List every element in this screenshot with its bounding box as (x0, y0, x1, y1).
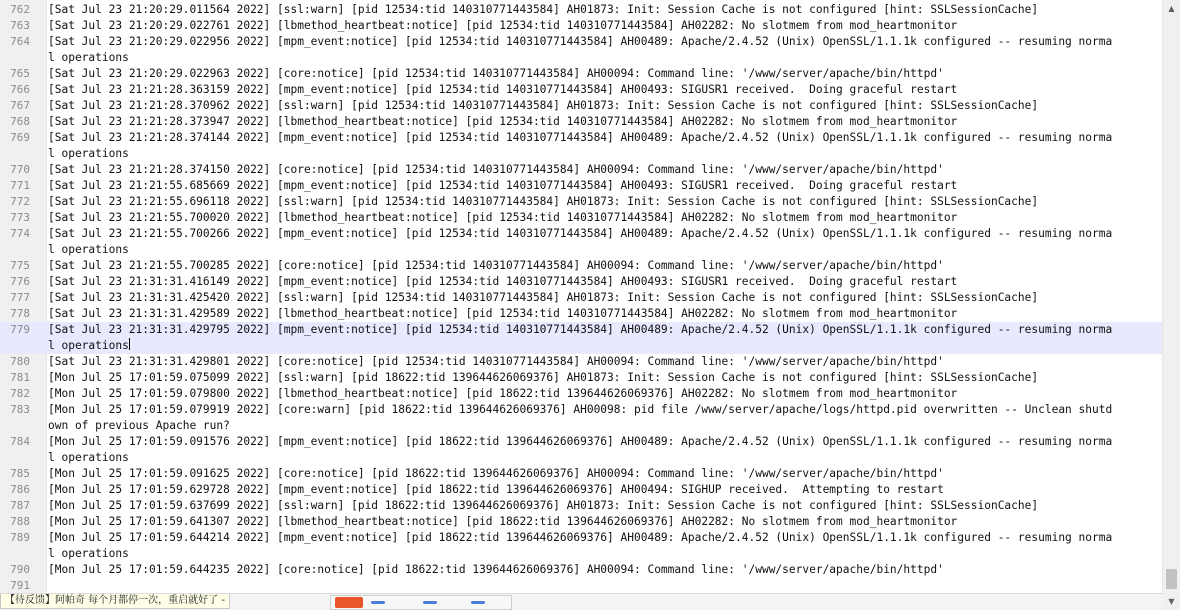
log-lines[interactable] (0, 2, 1163, 592)
log-line-text[interactable]: [Sat Jul 23 21:21:55.700020 2022] [lbmethod_heartbeat:notice] [pid 12534:tid 140310771443584] AH02282: No slotmem from mod_heartmonitor (48, 211, 958, 224)
line-number: 764 (10, 35, 30, 48)
log-line[interactable] (0, 210, 1163, 226)
scroll-up-button[interactable] (1163, 0, 1180, 17)
log-line[interactable] (0, 354, 1163, 370)
log-line[interactable] (0, 258, 1163, 274)
line-number: 773 (10, 211, 30, 224)
log-line[interactable] (0, 402, 1163, 434)
app-logo-icon (335, 597, 363, 608)
line-number: 768 (10, 115, 30, 128)
log-line[interactable] (0, 66, 1163, 82)
log-line-text[interactable]: [Mon Jul 25 17:01:59.637699 2022] [ssl:warn] [pid 18622:tid 139644626069376] AH01873: Init: Session Cache is not configured [hint: SSLSessionCache] (48, 499, 1039, 512)
tab-indicator-icon (423, 601, 437, 604)
log-line[interactable] (0, 194, 1163, 210)
log-line[interactable] (0, 514, 1163, 530)
text-caret (129, 338, 130, 350)
log-line[interactable] (0, 498, 1163, 514)
line-number: 778 (10, 307, 30, 320)
log-line-text[interactable]: [Sat Jul 23 21:21:28.374150 2022] [core:notice] [pid 12534:tid 140310771443584] AH00094: Command line: '/www/server/apache/bin/httpd' (48, 163, 944, 176)
log-line-text[interactable]: [Sat Jul 23 21:21:55.700285 2022] [core:notice] [pid 12534:tid 140310771443584] AH00094: Command line: '/www/server/apache/bin/httpd' (48, 259, 944, 272)
log-line[interactable] (0, 162, 1163, 178)
line-number: 766 (10, 83, 30, 96)
log-line[interactable] (0, 274, 1163, 290)
log-line-text[interactable]: [Sat Jul 23 21:31:31.425420 2022] [ssl:warn] [pid 12534:tid 140310771443584] AH01873: Init: Session Cache is not configured [hint: SSLSessionCache] (48, 291, 1039, 304)
tab-indicator-icon (371, 601, 385, 604)
log-line[interactable] (0, 306, 1163, 322)
taskbar-tab[interactable] (330, 595, 512, 610)
log-line-text[interactable]: [Mon Jul 25 17:01:59.644214 2022] [mpm_event:notice] [pid 18622:tid 139644626069376] AH00489: Apache/2.4.52 (Unix) OpenSSL/1.1.1k configured -- resuming normal operations (48, 531, 1113, 560)
log-line[interactable] (0, 82, 1163, 98)
log-line-text[interactable]: [Sat Jul 23 21:31:31.429795 2022] [mpm_event:notice] [pid 12534:tid 140310771443584] AH00489: Apache/2.4.52 (Unix) OpenSSL/1.1.1k configured -- resuming normal operations (48, 323, 1113, 352)
log-line-text[interactable]: [Mon Jul 25 17:01:59.091576 2022] [mpm_event:notice] [pid 18622:tid 139644626069376] AH00489: Apache/2.4.52 (Unix) OpenSSL/1.1.1k configured -- resuming normal operations (48, 435, 1113, 464)
log-line[interactable] (0, 114, 1163, 130)
log-line-text[interactable]: [Sat Jul 23 21:31:31.429589 2022] [lbmethod_heartbeat:notice] [pid 12534:tid 140310771443584] AH02282: No slotmem from mod_heartmonitor (48, 307, 958, 320)
log-line-text[interactable]: [Sat Jul 23 21:21:55.700266 2022] [mpm_event:notice] [pid 12534:tid 140310771443584] AH00489: Apache/2.4.52 (Unix) OpenSSL/1.1.1k configured -- resuming normal operations (48, 227, 1113, 256)
line-number: 787 (10, 499, 30, 512)
arrow-down-icon: ▼ (1168, 597, 1175, 606)
log-line[interactable] (0, 18, 1163, 34)
line-number: 783 (10, 403, 30, 416)
vertical-scrollbar[interactable] (1162, 0, 1180, 610)
log-line-text[interactable]: [Sat Jul 23 21:20:29.022761 2022] [lbmethod_heartbeat:notice] [pid 12534:tid 140310771443584] AH02282: No slotmem from mod_heartmonitor (48, 19, 958, 32)
line-number: 775 (10, 259, 30, 272)
log-line-text[interactable]: [Sat Jul 23 21:20:29.011564 2022] [ssl:warn] [pid 12534:tid 140310771443584] AH01873: Init: Session Cache is not configured [hint: SSLSessionCache] (48, 3, 1039, 16)
log-line-text[interactable]: [Mon Jul 25 17:01:59.079800 2022] [lbmethod_heartbeat:notice] [pid 18622:tid 139644626069376] AH02282: No slotmem from mod_heartmonitor (48, 387, 958, 400)
log-line[interactable] (0, 34, 1163, 66)
line-number: 789 (10, 531, 30, 544)
log-line[interactable] (0, 2, 1163, 18)
notice-tooltip[interactable]: 【待反馈】阿帕奇 每个月都停一次，重启就好了 - (0, 594, 230, 609)
log-line[interactable] (0, 482, 1163, 498)
log-line-text[interactable]: [Sat Jul 23 21:21:28.370962 2022] [ssl:warn] [pid 12534:tid 140310771443584] AH01873: Init: Session Cache is not configured [hint: SSLSessionCache] (48, 99, 1039, 112)
line-number: 786 (10, 483, 30, 496)
line-number: 770 (10, 163, 30, 176)
line-number: 781 (10, 371, 30, 384)
log-line-text[interactable]: [Sat Jul 23 21:20:29.022956 2022] [mpm_event:notice] [pid 12534:tid 140310771443584] AH00489: Apache/2.4.52 (Unix) OpenSSL/1.1.1k configured -- resuming normal operations (48, 35, 1113, 64)
log-line-text[interactable]: [Mon Jul 25 17:01:59.079919 2022] [core:warn] [pid 18622:tid 139644626069376] AH00098: pid file /www/server/apache/logs/httpd.pid overwritten -- Unclean shutdown of previous Apache run? (48, 403, 1113, 432)
scroll-down-button[interactable] (1163, 593, 1180, 610)
log-line-text[interactable]: [Sat Jul 23 21:20:29.022963 2022] [core:notice] [pid 12534:tid 140310771443584] AH00094: Command line: '/www/server/apache/bin/httpd' (48, 67, 944, 80)
arrow-up-icon: ▲ (1168, 4, 1175, 13)
line-number: 790 (10, 563, 30, 576)
log-line-text[interactable]: [Mon Jul 25 17:01:59.075099 2022] [ssl:warn] [pid 18622:tid 139644626069376] AH01873: Init: Session Cache is not configured [hint: SSLSessionCache] (48, 371, 1039, 384)
line-number: 769 (10, 131, 30, 144)
log-line[interactable] (0, 434, 1163, 466)
log-line[interactable] (0, 322, 1163, 354)
line-number: 791 (10, 579, 30, 592)
line-number: 776 (10, 275, 30, 288)
tab-indicator-icon (471, 601, 485, 604)
log-line-text[interactable]: [Mon Jul 25 17:01:59.641307 2022] [lbmethod_heartbeat:notice] [pid 18622:tid 139644626069376] AH02282: No slotmem from mod_heartmonitor (48, 515, 958, 528)
line-number: 780 (10, 355, 30, 368)
log-line[interactable] (0, 370, 1163, 386)
line-number: 779 (10, 323, 30, 336)
log-line[interactable] (0, 290, 1163, 306)
scroll-thumb[interactable] (1166, 569, 1177, 589)
log-line[interactable] (0, 530, 1163, 562)
log-line[interactable] (0, 130, 1163, 162)
log-line[interactable] (0, 386, 1163, 402)
line-number: 782 (10, 387, 30, 400)
line-number: 762 (10, 3, 30, 16)
log-line-text[interactable]: [Mon Jul 25 17:01:59.091625 2022] [core:notice] [pid 18622:tid 139644626069376] AH00094: Command line: '/www/server/apache/bin/httpd' (48, 467, 944, 480)
log-line-text[interactable]: [Sat Jul 23 21:31:31.429801 2022] [core:notice] [pid 12534:tid 140310771443584] AH00094: Command line: '/www/server/apache/bin/httpd' (48, 355, 944, 368)
line-number: 772 (10, 195, 30, 208)
line-number: 777 (10, 291, 30, 304)
line-number: 763 (10, 19, 30, 32)
bottom-bar (0, 593, 1163, 610)
log-line[interactable] (0, 98, 1163, 114)
line-number: 765 (10, 67, 30, 80)
line-number: 774 (10, 227, 30, 240)
line-number: 771 (10, 179, 30, 192)
log-line[interactable] (0, 178, 1163, 194)
log-line-text[interactable]: [Sat Jul 23 21:21:28.363159 2022] [mpm_event:notice] [pid 12534:tid 140310771443584] AH00493: SIGUSR1 received. Doing graceful restart (48, 83, 958, 96)
line-number: 767 (10, 99, 30, 112)
log-line-text[interactable]: [Sat Jul 23 21:31:31.416149 2022] [mpm_event:notice] [pid 12534:tid 140310771443584] AH00493: SIGUSR1 received. Doing graceful restart (48, 275, 958, 288)
log-line-text[interactable]: [Mon Jul 25 17:01:59.629728 2022] [mpm_event:notice] [pid 18622:tid 139644626069376] AH00494: SIGHUP received. Attempting to restart (48, 483, 944, 496)
line-number: 785 (10, 467, 30, 480)
log-line-text[interactable]: [Sat Jul 23 21:21:28.373947 2022] [lbmethod_heartbeat:notice] [pid 12534:tid 140310771443584] AH02282: No slotmem from mod_heartmonitor (48, 115, 958, 128)
log-line-text[interactable]: [Sat Jul 23 21:21:55.696118 2022] [ssl:warn] [pid 12534:tid 140310771443584] AH01873: Init: Session Cache is not configured [hint: SSLSessionCache] (48, 195, 1039, 208)
log-line-text[interactable]: [Sat Jul 23 21:21:55.685669 2022] [mpm_event:notice] [pid 12534:tid 140310771443584] AH00493: SIGUSR1 received. Doing graceful restart (48, 179, 958, 192)
log-line[interactable] (0, 466, 1163, 482)
log-line-text[interactable]: [Sat Jul 23 21:21:28.374144 2022] [mpm_event:notice] [pid 12534:tid 140310771443584] AH00489: Apache/2.4.52 (Unix) OpenSSL/1.1.1k configured -- resuming normal operations (48, 131, 1113, 160)
line-number: 788 (10, 515, 30, 528)
log-line[interactable] (0, 226, 1163, 258)
log-line-text[interactable]: [Mon Jul 25 17:01:59.644235 2022] [core:notice] [pid 18622:tid 139644626069376] AH00094: Command line: '/www/server/apache/bin/httpd' (48, 563, 944, 576)
line-number: 784 (10, 435, 30, 448)
log-line[interactable] (0, 562, 1163, 578)
